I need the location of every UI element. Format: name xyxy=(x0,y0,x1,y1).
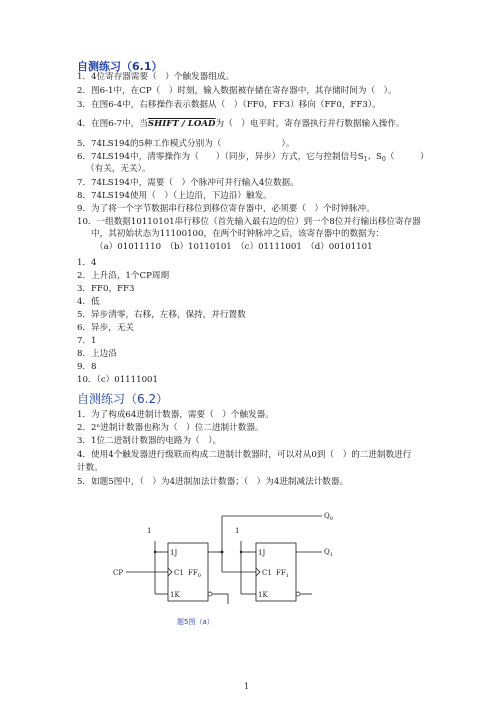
subscript: 0 xyxy=(381,156,386,163)
question-line: （有关，无关）。 xyxy=(86,164,151,174)
question-text: 4．在图6-7中，当 xyxy=(77,119,148,129)
answer-line: 3．FF0，FF3 xyxy=(77,284,135,294)
q1-label: $Q_1$ xyxy=(324,548,333,558)
answer-options: （a）01011110 （b）10110101 （c）01111001 （d）00101101 xyxy=(95,242,373,252)
question-line: 3．1位二进制计数器的电路为（ ）。 xyxy=(77,436,222,446)
section-heading-6-1: 自测练习（6.1） xyxy=(77,60,163,73)
cp-label: CP xyxy=(113,569,124,577)
question-line: 7．74LS194中，需要（ ）个脉冲可并行输入4位数据。 xyxy=(77,178,299,188)
answer-line: 9．8 xyxy=(77,362,97,372)
question-text: 、S xyxy=(367,152,382,162)
page-number: 1 xyxy=(244,682,250,691)
question-line: 计数。 xyxy=(77,463,103,473)
question-line: 5．74LS194的5种工作模式分别为（ ）。 xyxy=(77,139,295,149)
question-line: 1．为了构成64进制计数器，需要（ ）个触发器。 xyxy=(77,410,274,420)
question-line: 2．2ⁿ进制计数器也称为（ ）位二进制计数器。 xyxy=(77,423,264,433)
question-line: 10．一组数据10110101串行移位（首先输入最右边的位）到一个8位并行输出移位寄存器 xyxy=(77,217,421,227)
question-line: 2．图6-1中，在CP（ ）时刻，输入数据被存储在寄存器中，其存储时间为（ ）。 xyxy=(77,86,397,96)
const-one-right: 1 xyxy=(235,527,240,535)
section-heading-6-2: 自测练习（6.2） xyxy=(77,392,169,406)
ff1-c-label: C1 xyxy=(262,569,272,577)
shift-load-signal: SHIFT / LOAD xyxy=(147,119,216,129)
const-one-left: 1 xyxy=(147,527,152,535)
question-line: 9．为了将一个字节数据串行移位到移位寄存器中，必须要（ ）个时钟脉冲。 xyxy=(77,204,375,214)
question-text: 为（ ）电平时，寄存器执行并行数据输入操作。 xyxy=(215,119,405,129)
ff0-c-label: C1 xyxy=(174,569,184,577)
answer-line: 7．1 xyxy=(77,336,97,346)
answer-line: 2．上升沿，1个CP周期 xyxy=(77,271,170,281)
question-line: 8．74LS194使用（ ）（上边沿，下边沿）触发。 xyxy=(77,191,272,201)
question-line: 中，其初始状态为11100100，在两个时钟脉冲之后，该寄存器中的数据为： xyxy=(91,229,384,239)
question-line: 1．4位寄存器需要（ ）个触发器组成。 xyxy=(77,72,235,82)
ff0-j-label: 1J xyxy=(170,549,178,557)
ff1-name: $FF_1$ xyxy=(276,569,289,579)
ff0-k-label: 1K xyxy=(170,591,180,599)
q0-label: $Q_0$ xyxy=(324,512,333,522)
ff1-j-label: 1J xyxy=(258,549,266,557)
question-text: 6．74LS194中，清零操作为（ ）（同步，异步）方式，它与控制信号S xyxy=(77,152,364,162)
answer-line: 6．异步，无关 xyxy=(77,323,135,333)
answer-line: 5．异步清零，右移，左移，保持，并行置数 xyxy=(77,310,246,320)
question-text: （ ） xyxy=(385,152,429,162)
answer-line: 1．4 xyxy=(77,258,97,268)
question-line: 3．在图6-4中，右移操作表示数据从（ ）（FF0，FF3）移向（FF0，FF3）。 xyxy=(77,100,381,110)
ff0-name: $FF_0$ xyxy=(188,569,201,579)
figure-caption: 题5图（a） xyxy=(177,618,214,626)
answer-line: 10．（c）01111001 xyxy=(77,375,158,385)
question-line: 4．使用4个触发器进行级联而构成二进制计数器时，可以对从0到（ ）的二进制数进行 xyxy=(77,450,412,460)
ff1-k-label: 1K xyxy=(258,591,268,599)
subscript: 1 xyxy=(363,156,368,163)
answer-line: 4．低 xyxy=(77,297,100,307)
question-line: 5．如题5图中，（ ）为4进制加法计数器；（ ）为4进制减法计数器。 xyxy=(77,477,349,487)
answer-line: 8．上边沿 xyxy=(77,349,117,359)
